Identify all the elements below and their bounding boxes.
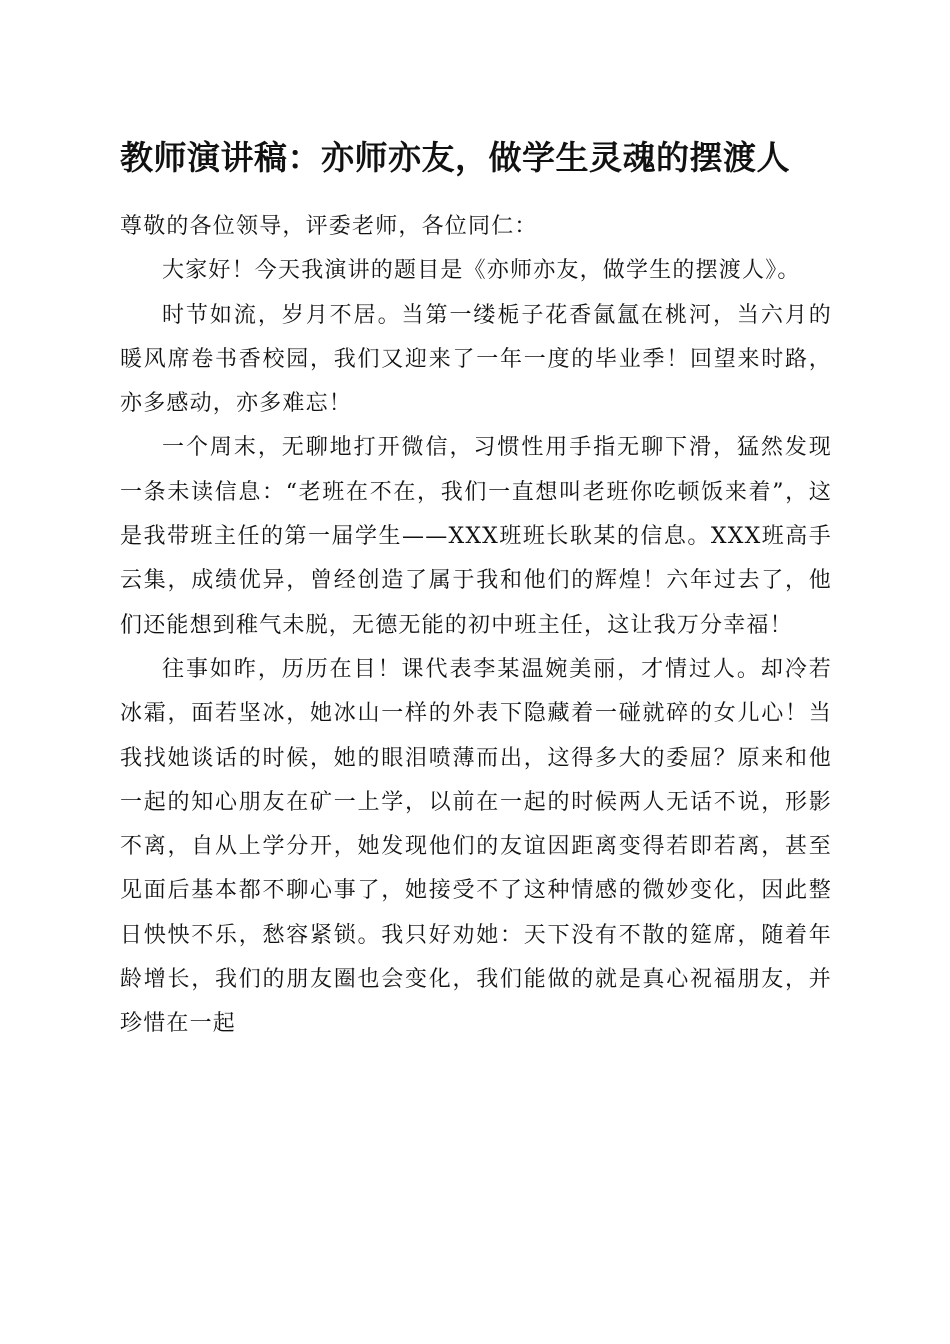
body-paragraph: 一个周末，无聊地打开微信，习惯性用手指无聊下滑，猛然发现一条未读信息：“老班在不在，我们一直想叫老班你吃顿饭来着”，这是我带班主任的第一届学生——XXX班班长耿某的信息。XXX班高手云集，成绩优异，曾经创造了属于我和他们的辉煌！六年过去了，他们还能想到稚气未脱，无德无能的初中班主任，这让我万分幸福！: [120, 435, 832, 638]
body-paragraph: 时节如流，岁月不居。当第一缕栀子花香氤氲在桃河，当六月的暖风席卷书香校园，我们又迎来了一年一度的毕业季！回望来时路，亦多感动，亦多难忘！: [120, 302, 832, 417]
document-body: [120, 205, 832, 1047]
document-title: 教师演讲稿：亦师亦友，做学生灵魂的摆渡人: [120, 138, 790, 177]
salutation-paragraph: 尊敬的各位领导，评委老师，各位同仁：: [120, 214, 538, 239]
body-paragraph: 大家好！今天我演讲的题目是《亦师亦友，做学生的摆渡人》。: [162, 258, 801, 284]
body-paragraph: 往事如昨，历历在目！课代表李某温婉美丽，才情过人。却冷若冰霜，面若坚冰，她冰山一样的外表下隐藏着一碰就碎的女儿心！当我找她谈话的时候，她的眼泪喷薄而出，这得多大的委屈？原来和他一起的知心朋友在矿一上学，以前在一起的时候两人无话不说，形影不离，自从上学分开，她发现他们的友谊因距离变得若即若离，甚至见面后基本都不聊心事了，她接受不了这种情感的微妙变化，因此整日怏怏不乐，愁容紧锁。我只好劝她：天下没有不散的筵席，随着年龄增长，我们的朋友圈也会变化，我们能做的就是真心祝福朋友，并珍惜在一起: [120, 656, 832, 1037]
